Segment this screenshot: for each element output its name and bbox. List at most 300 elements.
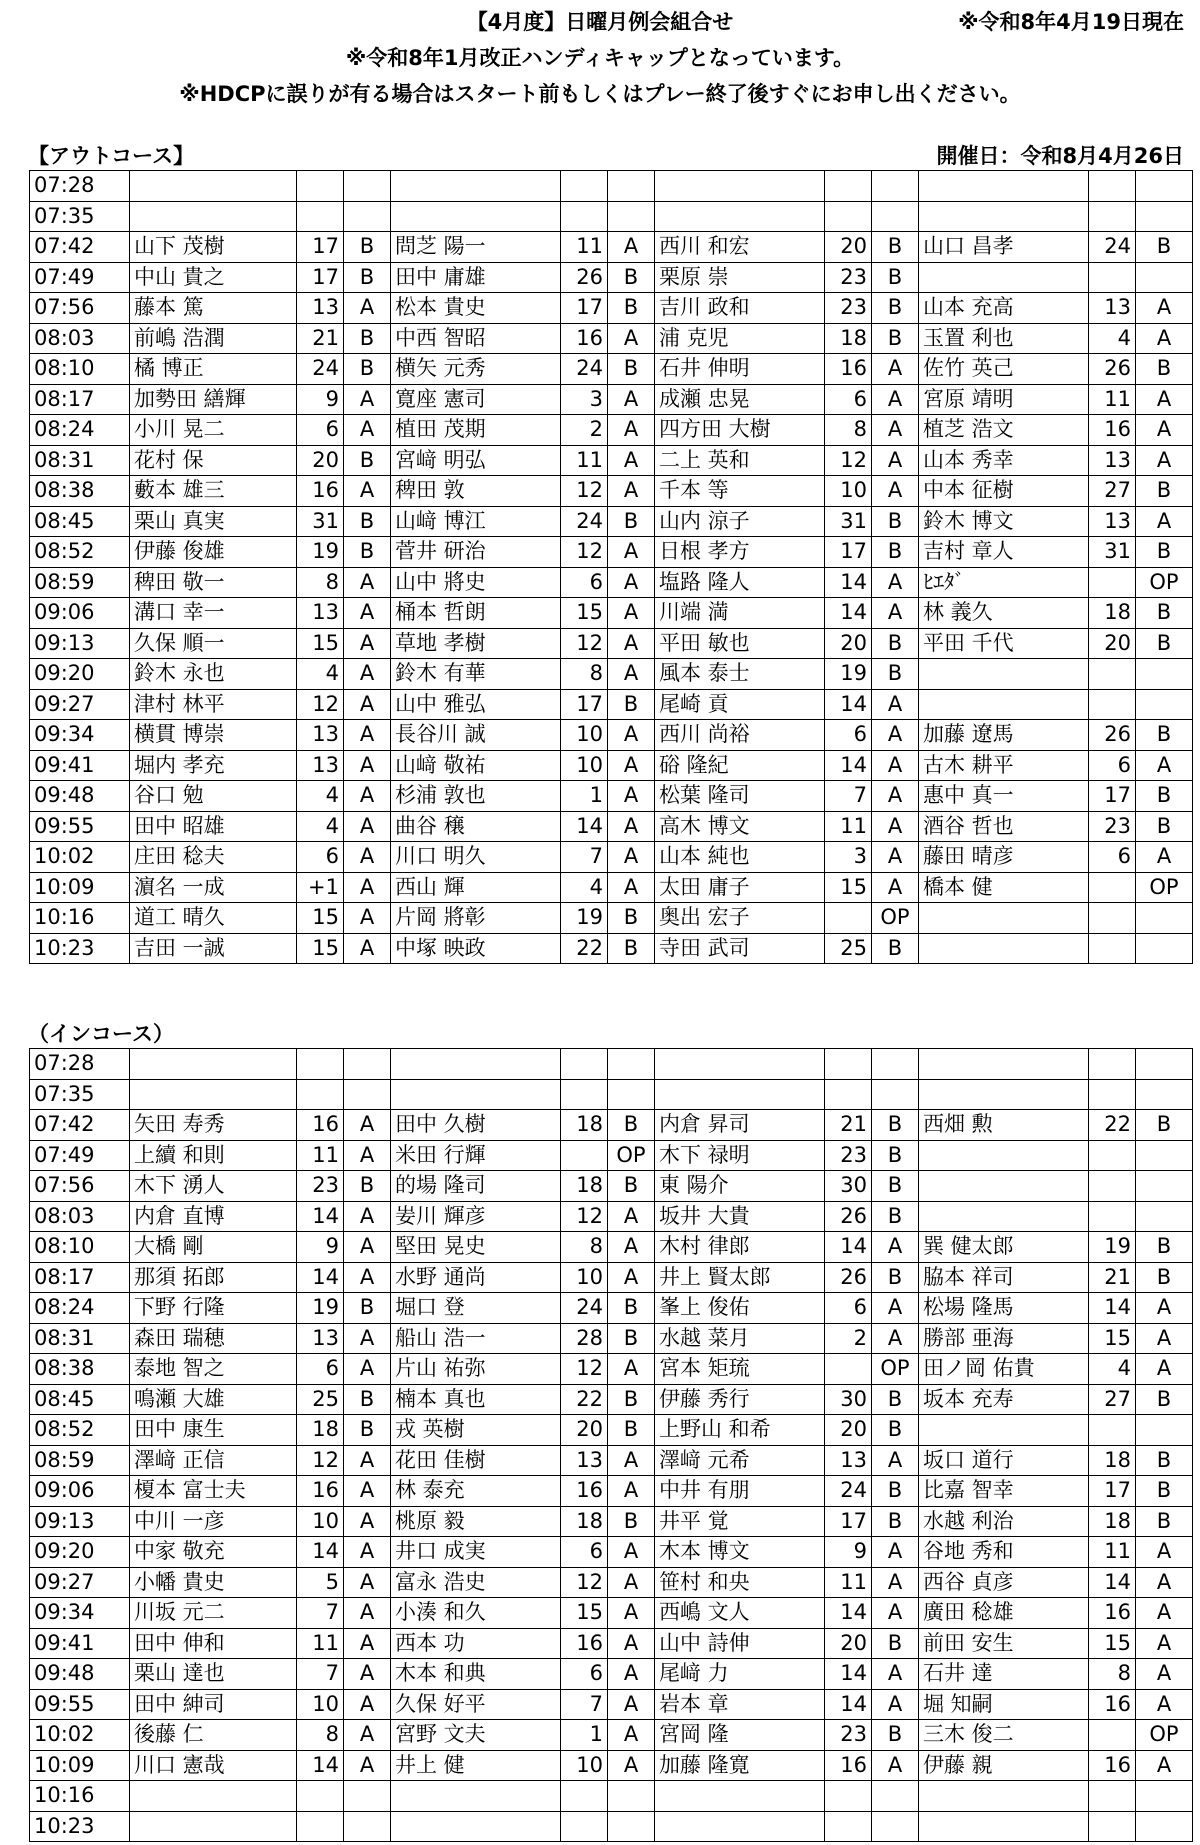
player-name: 四方田 大樹 bbox=[655, 415, 825, 446]
tee-time: 08:38 bbox=[30, 1354, 130, 1385]
player-name: 三木 俊二 bbox=[919, 1720, 1089, 1751]
class-grade bbox=[1136, 262, 1193, 293]
class-grade bbox=[608, 1049, 655, 1080]
class-grade: B bbox=[872, 293, 919, 324]
handicap: 14 bbox=[825, 1232, 872, 1263]
class-grade: A bbox=[344, 476, 391, 507]
handicap: 11 bbox=[561, 232, 608, 263]
class-grade: A bbox=[1136, 1293, 1193, 1324]
class-grade: A bbox=[608, 842, 655, 873]
player-name: 佐竹 英己 bbox=[919, 354, 1089, 385]
player-name: 木下 禄明 bbox=[655, 1140, 825, 1171]
handicap: 6 bbox=[1089, 750, 1136, 781]
player-name: 笹村 和央 bbox=[655, 1567, 825, 1598]
player-name bbox=[655, 171, 825, 202]
player-name: 栗山 達也 bbox=[130, 1659, 297, 1690]
handicap: 6 bbox=[297, 842, 344, 873]
in-course-table bbox=[29, 1048, 1193, 1842]
player-name: 堅田 晃史 bbox=[391, 1232, 561, 1263]
class-grade: A bbox=[608, 476, 655, 507]
player-name: 森田 瑞穂 bbox=[130, 1323, 297, 1354]
player-name: 加藤 隆寛 bbox=[655, 1750, 825, 1781]
player-name: 伊藤 俊雄 bbox=[130, 537, 297, 568]
class-grade: A bbox=[872, 1750, 919, 1781]
player-name: 山﨑 博江 bbox=[391, 506, 561, 537]
player-name: 谷口 勉 bbox=[130, 781, 297, 812]
class-grade: A bbox=[872, 1598, 919, 1629]
handicap: 13 bbox=[297, 750, 344, 781]
class-grade: A bbox=[608, 659, 655, 690]
class-grade: B bbox=[1136, 537, 1193, 568]
class-grade bbox=[1136, 903, 1193, 934]
player-name: 井口 成実 bbox=[391, 1537, 561, 1568]
handicap: 18 bbox=[561, 1171, 608, 1202]
handicap: 17 bbox=[825, 1506, 872, 1537]
tee-time: 09:48 bbox=[30, 781, 130, 812]
class-grade: B bbox=[1136, 1110, 1193, 1141]
class-grade: B bbox=[1136, 232, 1193, 263]
player-name: 松葉 隆司 bbox=[655, 781, 825, 812]
player-name: 田中 久樹 bbox=[391, 1110, 561, 1141]
player-name: 中川 一彦 bbox=[130, 1506, 297, 1537]
class-grade: B bbox=[872, 933, 919, 964]
handicap: 20 bbox=[297, 445, 344, 476]
tee-time-row bbox=[30, 1323, 1193, 1354]
class-grade: A bbox=[1136, 445, 1193, 476]
player-name bbox=[655, 1781, 825, 1812]
tee-time: 09:06 bbox=[30, 1476, 130, 1507]
handicap: 30 bbox=[825, 1171, 872, 1202]
handicap: 15 bbox=[297, 628, 344, 659]
handicap: 16 bbox=[1089, 1598, 1136, 1629]
tee-time-row bbox=[30, 262, 1193, 293]
player-name bbox=[130, 171, 297, 202]
tee-time-row bbox=[30, 1140, 1193, 1171]
player-name: 西谷 貞彦 bbox=[919, 1567, 1089, 1598]
player-name: 山本 秀幸 bbox=[919, 445, 1089, 476]
handicap bbox=[561, 1811, 608, 1842]
handicap: 13 bbox=[297, 598, 344, 629]
player-name: 成瀬 忠晃 bbox=[655, 384, 825, 415]
handicap: 11 bbox=[297, 1140, 344, 1171]
handicap: +1 bbox=[297, 872, 344, 903]
tee-time: 10:16 bbox=[30, 1781, 130, 1812]
handicap: 16 bbox=[297, 1476, 344, 1507]
class-grade bbox=[1136, 171, 1193, 202]
handicap bbox=[297, 1781, 344, 1812]
player-name: 山下 茂樹 bbox=[130, 232, 297, 263]
class-grade: B bbox=[872, 506, 919, 537]
handicap: 6 bbox=[825, 1293, 872, 1324]
handicap: 10 bbox=[825, 476, 872, 507]
player-name bbox=[391, 1049, 561, 1080]
class-grade: B bbox=[1136, 781, 1193, 812]
tee-time-row bbox=[30, 1415, 1193, 1446]
handicap: 24 bbox=[1089, 232, 1136, 263]
handicap bbox=[1089, 1140, 1136, 1171]
player-name: 米田 行輝 bbox=[391, 1140, 561, 1171]
tee-time-row bbox=[30, 354, 1193, 385]
player-name: 植芝 浩文 bbox=[919, 415, 1089, 446]
player-name bbox=[919, 1781, 1089, 1812]
player-name: 内倉 直博 bbox=[130, 1201, 297, 1232]
player-name: 井上 健 bbox=[391, 1750, 561, 1781]
handicap: 14 bbox=[297, 1262, 344, 1293]
class-grade bbox=[1136, 1140, 1193, 1171]
player-name: 木本 博文 bbox=[655, 1537, 825, 1568]
tee-time: 08:31 bbox=[30, 1323, 130, 1354]
player-name bbox=[919, 201, 1089, 232]
class-grade: A bbox=[1136, 1659, 1193, 1690]
handicap: 15 bbox=[825, 872, 872, 903]
tee-time: 08:45 bbox=[30, 1384, 130, 1415]
player-name: 榎本 富士夫 bbox=[130, 1476, 297, 1507]
player-name: 寛座 憲司 bbox=[391, 384, 561, 415]
class-grade: A bbox=[608, 1445, 655, 1476]
class-grade: B bbox=[608, 1110, 655, 1141]
class-grade bbox=[1136, 1201, 1193, 1232]
player-name: 橘 博正 bbox=[130, 354, 297, 385]
handicap: 20 bbox=[825, 1415, 872, 1446]
class-grade: A bbox=[1136, 506, 1193, 537]
handicap: 22 bbox=[561, 1384, 608, 1415]
handicap bbox=[561, 1140, 608, 1171]
tee-time-row bbox=[30, 1476, 1193, 1507]
handicap: 12 bbox=[561, 1354, 608, 1385]
handicap: 23 bbox=[1089, 811, 1136, 842]
player-name: 水越 菜月 bbox=[655, 1323, 825, 1354]
handicap: 17 bbox=[297, 262, 344, 293]
class-grade: A bbox=[344, 1689, 391, 1720]
player-name: 伊藤 秀行 bbox=[655, 1384, 825, 1415]
handicap: 17 bbox=[297, 232, 344, 263]
class-grade: A bbox=[344, 1506, 391, 1537]
player-name: 前田 安生 bbox=[919, 1628, 1089, 1659]
class-grade: B bbox=[872, 1415, 919, 1446]
handicap: 15 bbox=[561, 1598, 608, 1629]
player-name: 西本 功 bbox=[391, 1628, 561, 1659]
handicap: 30 bbox=[825, 1384, 872, 1415]
handicap: 16 bbox=[561, 1476, 608, 1507]
in-course-label: （インコース） bbox=[28, 1022, 174, 1046]
class-grade: A bbox=[608, 1537, 655, 1568]
handicap: 16 bbox=[297, 1110, 344, 1141]
class-grade bbox=[872, 1811, 919, 1842]
class-grade bbox=[344, 1811, 391, 1842]
player-name: 植田 茂期 bbox=[391, 415, 561, 446]
handicap: 26 bbox=[561, 262, 608, 293]
tee-time: 08:24 bbox=[30, 415, 130, 446]
tee-time: 09:48 bbox=[30, 1659, 130, 1690]
class-grade: A bbox=[344, 1476, 391, 1507]
class-grade: A bbox=[872, 1567, 919, 1598]
class-grade: B bbox=[872, 1262, 919, 1293]
tee-time-row bbox=[30, 842, 1193, 873]
player-name: 玉置 利也 bbox=[919, 323, 1089, 354]
player-name: 山本 純也 bbox=[655, 842, 825, 873]
out-course-label: 【アウトコース】 bbox=[28, 144, 195, 168]
class-grade: B bbox=[872, 232, 919, 263]
handicap bbox=[1089, 659, 1136, 690]
class-grade: OP bbox=[1136, 872, 1193, 903]
player-name: 西川 和宏 bbox=[655, 232, 825, 263]
player-name: 林 泰充 bbox=[391, 1476, 561, 1507]
player-name: 坂本 充寿 bbox=[919, 1384, 1089, 1415]
player-name: 久保 好平 bbox=[391, 1689, 561, 1720]
tee-time-row bbox=[30, 1689, 1193, 1720]
tee-time-row bbox=[30, 659, 1193, 690]
player-name: 吉村 章人 bbox=[919, 537, 1089, 568]
class-grade: B bbox=[872, 659, 919, 690]
tee-time: 09:13 bbox=[30, 628, 130, 659]
tee-time: 09:20 bbox=[30, 1537, 130, 1568]
handicap: 14 bbox=[297, 1537, 344, 1568]
handicap: 14 bbox=[825, 1689, 872, 1720]
class-grade: B bbox=[608, 354, 655, 385]
handicap: 11 bbox=[825, 811, 872, 842]
class-grade: A bbox=[872, 476, 919, 507]
handicap: 8 bbox=[297, 1720, 344, 1751]
class-grade: A bbox=[608, 750, 655, 781]
tee-time: 08:10 bbox=[30, 1232, 130, 1263]
player-name: 堀 知嗣 bbox=[919, 1689, 1089, 1720]
class-grade: B bbox=[344, 445, 391, 476]
handicap: 13 bbox=[297, 720, 344, 751]
player-name: 高木 博文 bbox=[655, 811, 825, 842]
player-name: 水越 利治 bbox=[919, 1506, 1089, 1537]
player-name: 林 義久 bbox=[919, 598, 1089, 629]
class-grade bbox=[344, 1781, 391, 1812]
player-name: 藪本 雄三 bbox=[130, 476, 297, 507]
class-grade: B bbox=[344, 537, 391, 568]
player-name bbox=[655, 1079, 825, 1110]
handicap: 21 bbox=[297, 323, 344, 354]
class-grade: B bbox=[1136, 598, 1193, 629]
player-name bbox=[130, 201, 297, 232]
player-name bbox=[919, 1140, 1089, 1171]
class-grade: A bbox=[1136, 1354, 1193, 1385]
handicap: 13 bbox=[297, 293, 344, 324]
tee-time: 08:59 bbox=[30, 567, 130, 598]
handicap: 15 bbox=[1089, 1323, 1136, 1354]
player-name: 井平 覚 bbox=[655, 1506, 825, 1537]
handicap: 6 bbox=[297, 1354, 344, 1385]
handicap: 2 bbox=[825, 1323, 872, 1354]
tee-time-row bbox=[30, 384, 1193, 415]
handicap: 1 bbox=[561, 781, 608, 812]
handicap: 6 bbox=[1089, 842, 1136, 873]
handicap bbox=[297, 1079, 344, 1110]
tee-time-row bbox=[30, 1537, 1193, 1568]
class-grade: A bbox=[344, 384, 391, 415]
class-grade: B bbox=[1136, 1384, 1193, 1415]
class-grade bbox=[1136, 689, 1193, 720]
class-grade: A bbox=[608, 415, 655, 446]
player-name: 花村 保 bbox=[130, 445, 297, 476]
tee-time: 08:52 bbox=[30, 537, 130, 568]
tee-time: 08:03 bbox=[30, 1201, 130, 1232]
handicap: 19 bbox=[825, 659, 872, 690]
class-grade: A bbox=[344, 903, 391, 934]
handicap: 24 bbox=[297, 354, 344, 385]
class-grade: A bbox=[872, 750, 919, 781]
player-name: 山口 昌孝 bbox=[919, 232, 1089, 263]
handicap: 3 bbox=[561, 384, 608, 415]
class-grade: A bbox=[872, 598, 919, 629]
handicap: 23 bbox=[825, 1140, 872, 1171]
class-grade: A bbox=[344, 1323, 391, 1354]
handicap: 25 bbox=[825, 933, 872, 964]
tee-time: 09:34 bbox=[30, 720, 130, 751]
class-grade: A bbox=[344, 689, 391, 720]
class-grade: B bbox=[1136, 1262, 1193, 1293]
tee-time-row bbox=[30, 1232, 1193, 1263]
handicap: 14 bbox=[561, 811, 608, 842]
handicap: 16 bbox=[297, 476, 344, 507]
class-grade: A bbox=[344, 1750, 391, 1781]
handicap bbox=[825, 903, 872, 934]
tee-time: 10:16 bbox=[30, 903, 130, 934]
player-name: 石井 伸明 bbox=[655, 354, 825, 385]
class-grade: B bbox=[608, 262, 655, 293]
player-name: 大橋 剛 bbox=[130, 1232, 297, 1263]
player-name: 後藤 仁 bbox=[130, 1720, 297, 1751]
tee-time: 08:31 bbox=[30, 445, 130, 476]
tee-time: 10:02 bbox=[30, 1720, 130, 1751]
class-grade: B bbox=[1136, 476, 1193, 507]
player-name: 田中 昭雄 bbox=[130, 811, 297, 842]
class-grade: A bbox=[608, 781, 655, 812]
handicap: 14 bbox=[297, 1750, 344, 1781]
class-grade: A bbox=[344, 1537, 391, 1568]
handicap bbox=[1089, 1811, 1136, 1842]
handicap: 8 bbox=[825, 415, 872, 446]
player-name: 田ノ岡 佑貴 bbox=[919, 1354, 1089, 1385]
class-grade: A bbox=[608, 567, 655, 598]
class-grade: OP bbox=[872, 1354, 919, 1385]
player-name: 石井 達 bbox=[919, 1659, 1089, 1690]
handicap bbox=[297, 1049, 344, 1080]
tee-time-row bbox=[30, 1567, 1193, 1598]
player-name: 鈴木 有華 bbox=[391, 659, 561, 690]
player-name: 橋本 健 bbox=[919, 872, 1089, 903]
handicap bbox=[1089, 903, 1136, 934]
player-name: 小川 晃二 bbox=[130, 415, 297, 446]
handicap: 14 bbox=[825, 598, 872, 629]
handicap bbox=[561, 171, 608, 202]
tee-time: 09:20 bbox=[30, 659, 130, 690]
handicap: 8 bbox=[297, 567, 344, 598]
handicap: 14 bbox=[297, 1201, 344, 1232]
class-grade: A bbox=[872, 1537, 919, 1568]
tee-time-row bbox=[30, 232, 1193, 263]
player-name: 杉浦 敦也 bbox=[391, 781, 561, 812]
tee-time: 08:03 bbox=[30, 323, 130, 354]
handicap bbox=[825, 1811, 872, 1842]
tee-time: 07:35 bbox=[30, 201, 130, 232]
handicap: 20 bbox=[1089, 628, 1136, 659]
player-name: 田中 庸雄 bbox=[391, 262, 561, 293]
handicap: 9 bbox=[297, 384, 344, 415]
handicap: 6 bbox=[825, 384, 872, 415]
handicap: 20 bbox=[561, 1415, 608, 1446]
player-name: 寺田 武司 bbox=[655, 933, 825, 964]
player-name: 山中 將史 bbox=[391, 567, 561, 598]
class-grade: A bbox=[344, 659, 391, 690]
class-grade: B bbox=[608, 1415, 655, 1446]
player-name: 桃原 毅 bbox=[391, 1506, 561, 1537]
player-name: 惠中 真一 bbox=[919, 781, 1089, 812]
class-grade bbox=[344, 1049, 391, 1080]
player-name: 田中 康生 bbox=[130, 1415, 297, 1446]
tee-time-row bbox=[30, 1506, 1193, 1537]
player-name: 楠本 真也 bbox=[391, 1384, 561, 1415]
class-grade: B bbox=[872, 323, 919, 354]
tee-time: 07:42 bbox=[30, 1110, 130, 1141]
handicap: 24 bbox=[825, 1476, 872, 1507]
tee-time-row bbox=[30, 933, 1193, 964]
tee-time-row bbox=[30, 171, 1193, 202]
class-grade: A bbox=[1136, 1689, 1193, 1720]
player-name: 西畑 勲 bbox=[919, 1110, 1089, 1141]
player-name: 平田 千代 bbox=[919, 628, 1089, 659]
handicap: 27 bbox=[1089, 1384, 1136, 1415]
class-grade bbox=[608, 1079, 655, 1110]
class-grade bbox=[344, 1079, 391, 1110]
handicap: 7 bbox=[825, 781, 872, 812]
tee-time: 08:59 bbox=[30, 1445, 130, 1476]
player-name bbox=[919, 1811, 1089, 1842]
player-name bbox=[391, 1811, 561, 1842]
tee-time-row bbox=[30, 689, 1193, 720]
class-grade: A bbox=[344, 1140, 391, 1171]
class-grade: A bbox=[608, 1262, 655, 1293]
class-grade: B bbox=[872, 1384, 919, 1415]
player-name: 富永 浩史 bbox=[391, 1567, 561, 1598]
handicap: 4 bbox=[1089, 1354, 1136, 1385]
handicap: 6 bbox=[297, 415, 344, 446]
handicap: 17 bbox=[561, 689, 608, 720]
player-name bbox=[391, 1781, 561, 1812]
class-grade bbox=[1136, 659, 1193, 690]
handicap: 7 bbox=[297, 1659, 344, 1690]
handicap: 14 bbox=[1089, 1567, 1136, 1598]
class-grade: B bbox=[872, 1628, 919, 1659]
tee-time: 08:24 bbox=[30, 1293, 130, 1324]
class-grade: A bbox=[1136, 1598, 1193, 1629]
class-grade bbox=[1136, 201, 1193, 232]
class-grade: B bbox=[608, 293, 655, 324]
player-name: 宮原 靖明 bbox=[919, 384, 1089, 415]
class-grade: B bbox=[344, 1171, 391, 1202]
handicap bbox=[1089, 1720, 1136, 1751]
player-name: 澤﨑 元希 bbox=[655, 1445, 825, 1476]
player-name: 木下 湧人 bbox=[130, 1171, 297, 1202]
class-grade: A bbox=[608, 872, 655, 903]
player-name: 花田 佳樹 bbox=[391, 1445, 561, 1476]
handicap bbox=[825, 1079, 872, 1110]
handicap: 16 bbox=[561, 323, 608, 354]
tee-time-row bbox=[30, 1262, 1193, 1293]
class-grade bbox=[1136, 1079, 1193, 1110]
handicap bbox=[1089, 171, 1136, 202]
class-grade: A bbox=[1136, 293, 1193, 324]
class-grade: OP bbox=[872, 903, 919, 934]
tee-time: 09:13 bbox=[30, 1506, 130, 1537]
tee-time: 09:34 bbox=[30, 1598, 130, 1629]
class-grade: B bbox=[608, 1171, 655, 1202]
class-grade: A bbox=[344, 842, 391, 873]
